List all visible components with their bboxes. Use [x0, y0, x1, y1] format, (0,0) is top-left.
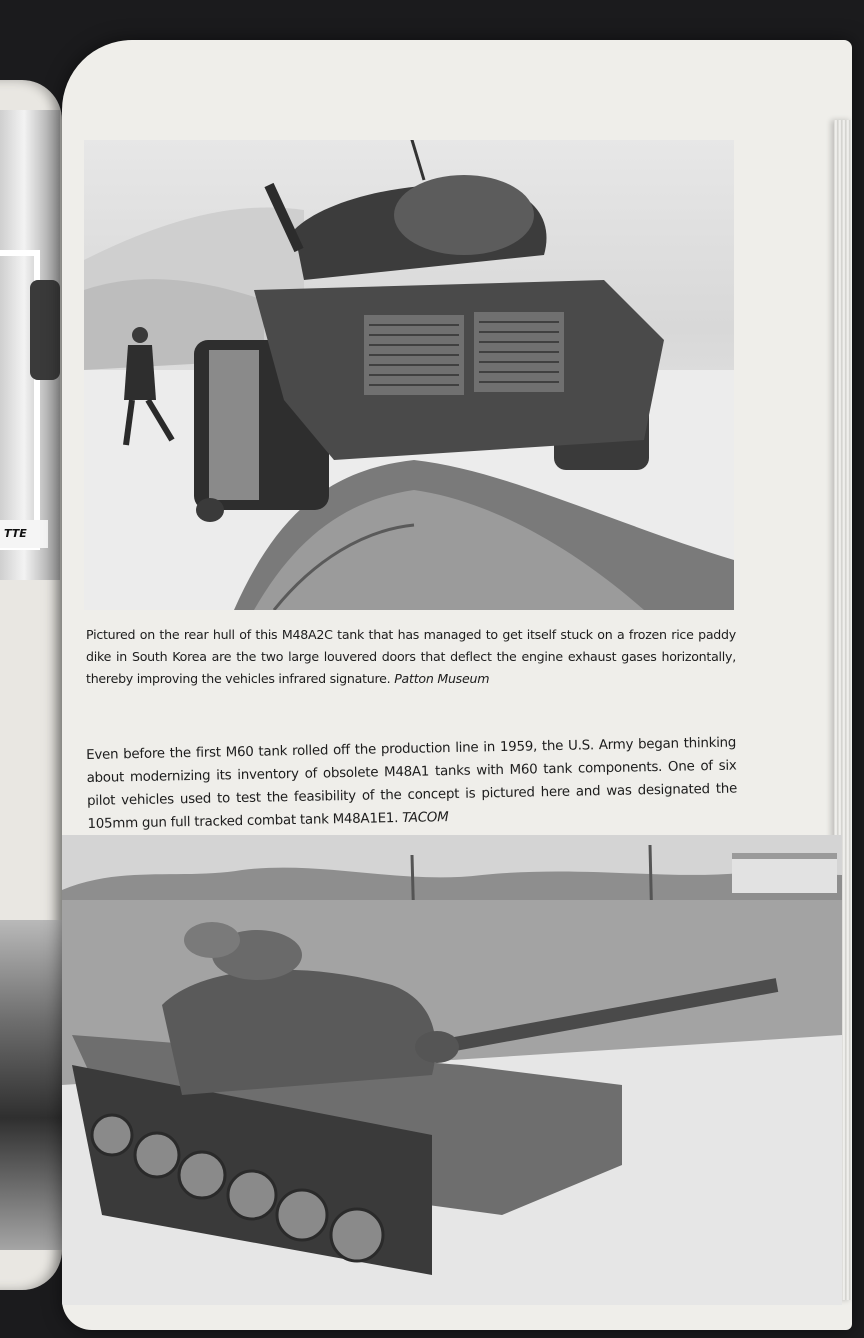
left-page-plate-text: TTE: [0, 520, 48, 548]
photo-m48a2c-illustration: [84, 140, 734, 610]
left-facing-page: [0, 80, 62, 1290]
left-page-photo-top: [0, 110, 60, 580]
caption-m48a2c: [86, 624, 736, 690]
book-page: [62, 40, 852, 1330]
caption-m48a2c-text: Pictured on the rear hull of this M48A2C tank that has managed to get itself stuck on a frozen rice paddy dike in South Korea are the two large louvered doors that deflect the engine exhaust gases horizontally, thereby improving the vehicles infrared signature.: [86, 627, 736, 686]
caption-m48a2c-credit: Patton Museum: [394, 671, 490, 686]
left-page-photo-shadow: [30, 280, 60, 380]
caption-m48a1e1-credit: TACOM: [402, 810, 449, 826]
photo-m48a1e1-pilot-tank: [62, 835, 842, 1305]
photo-m48a2c-stuck-tank: [84, 140, 734, 610]
photo-m48a1e1-illustration: [62, 835, 842, 1305]
left-page-photo-bottom: [0, 920, 62, 1250]
caption-m48a1e1-text: Even before the first M60 tank rolled off the production line in 1959, the U.S. Army began thinking about modernizing its inventory of obsolete M48A1 tanks with M60 tank components. One of six pilot vehicles used to test the feasibility of the concept is pictured here and was designated the 105mm gun full tracked combat tank M48A1E1.: [86, 735, 738, 832]
caption-m48a1e1: [86, 732, 738, 836]
